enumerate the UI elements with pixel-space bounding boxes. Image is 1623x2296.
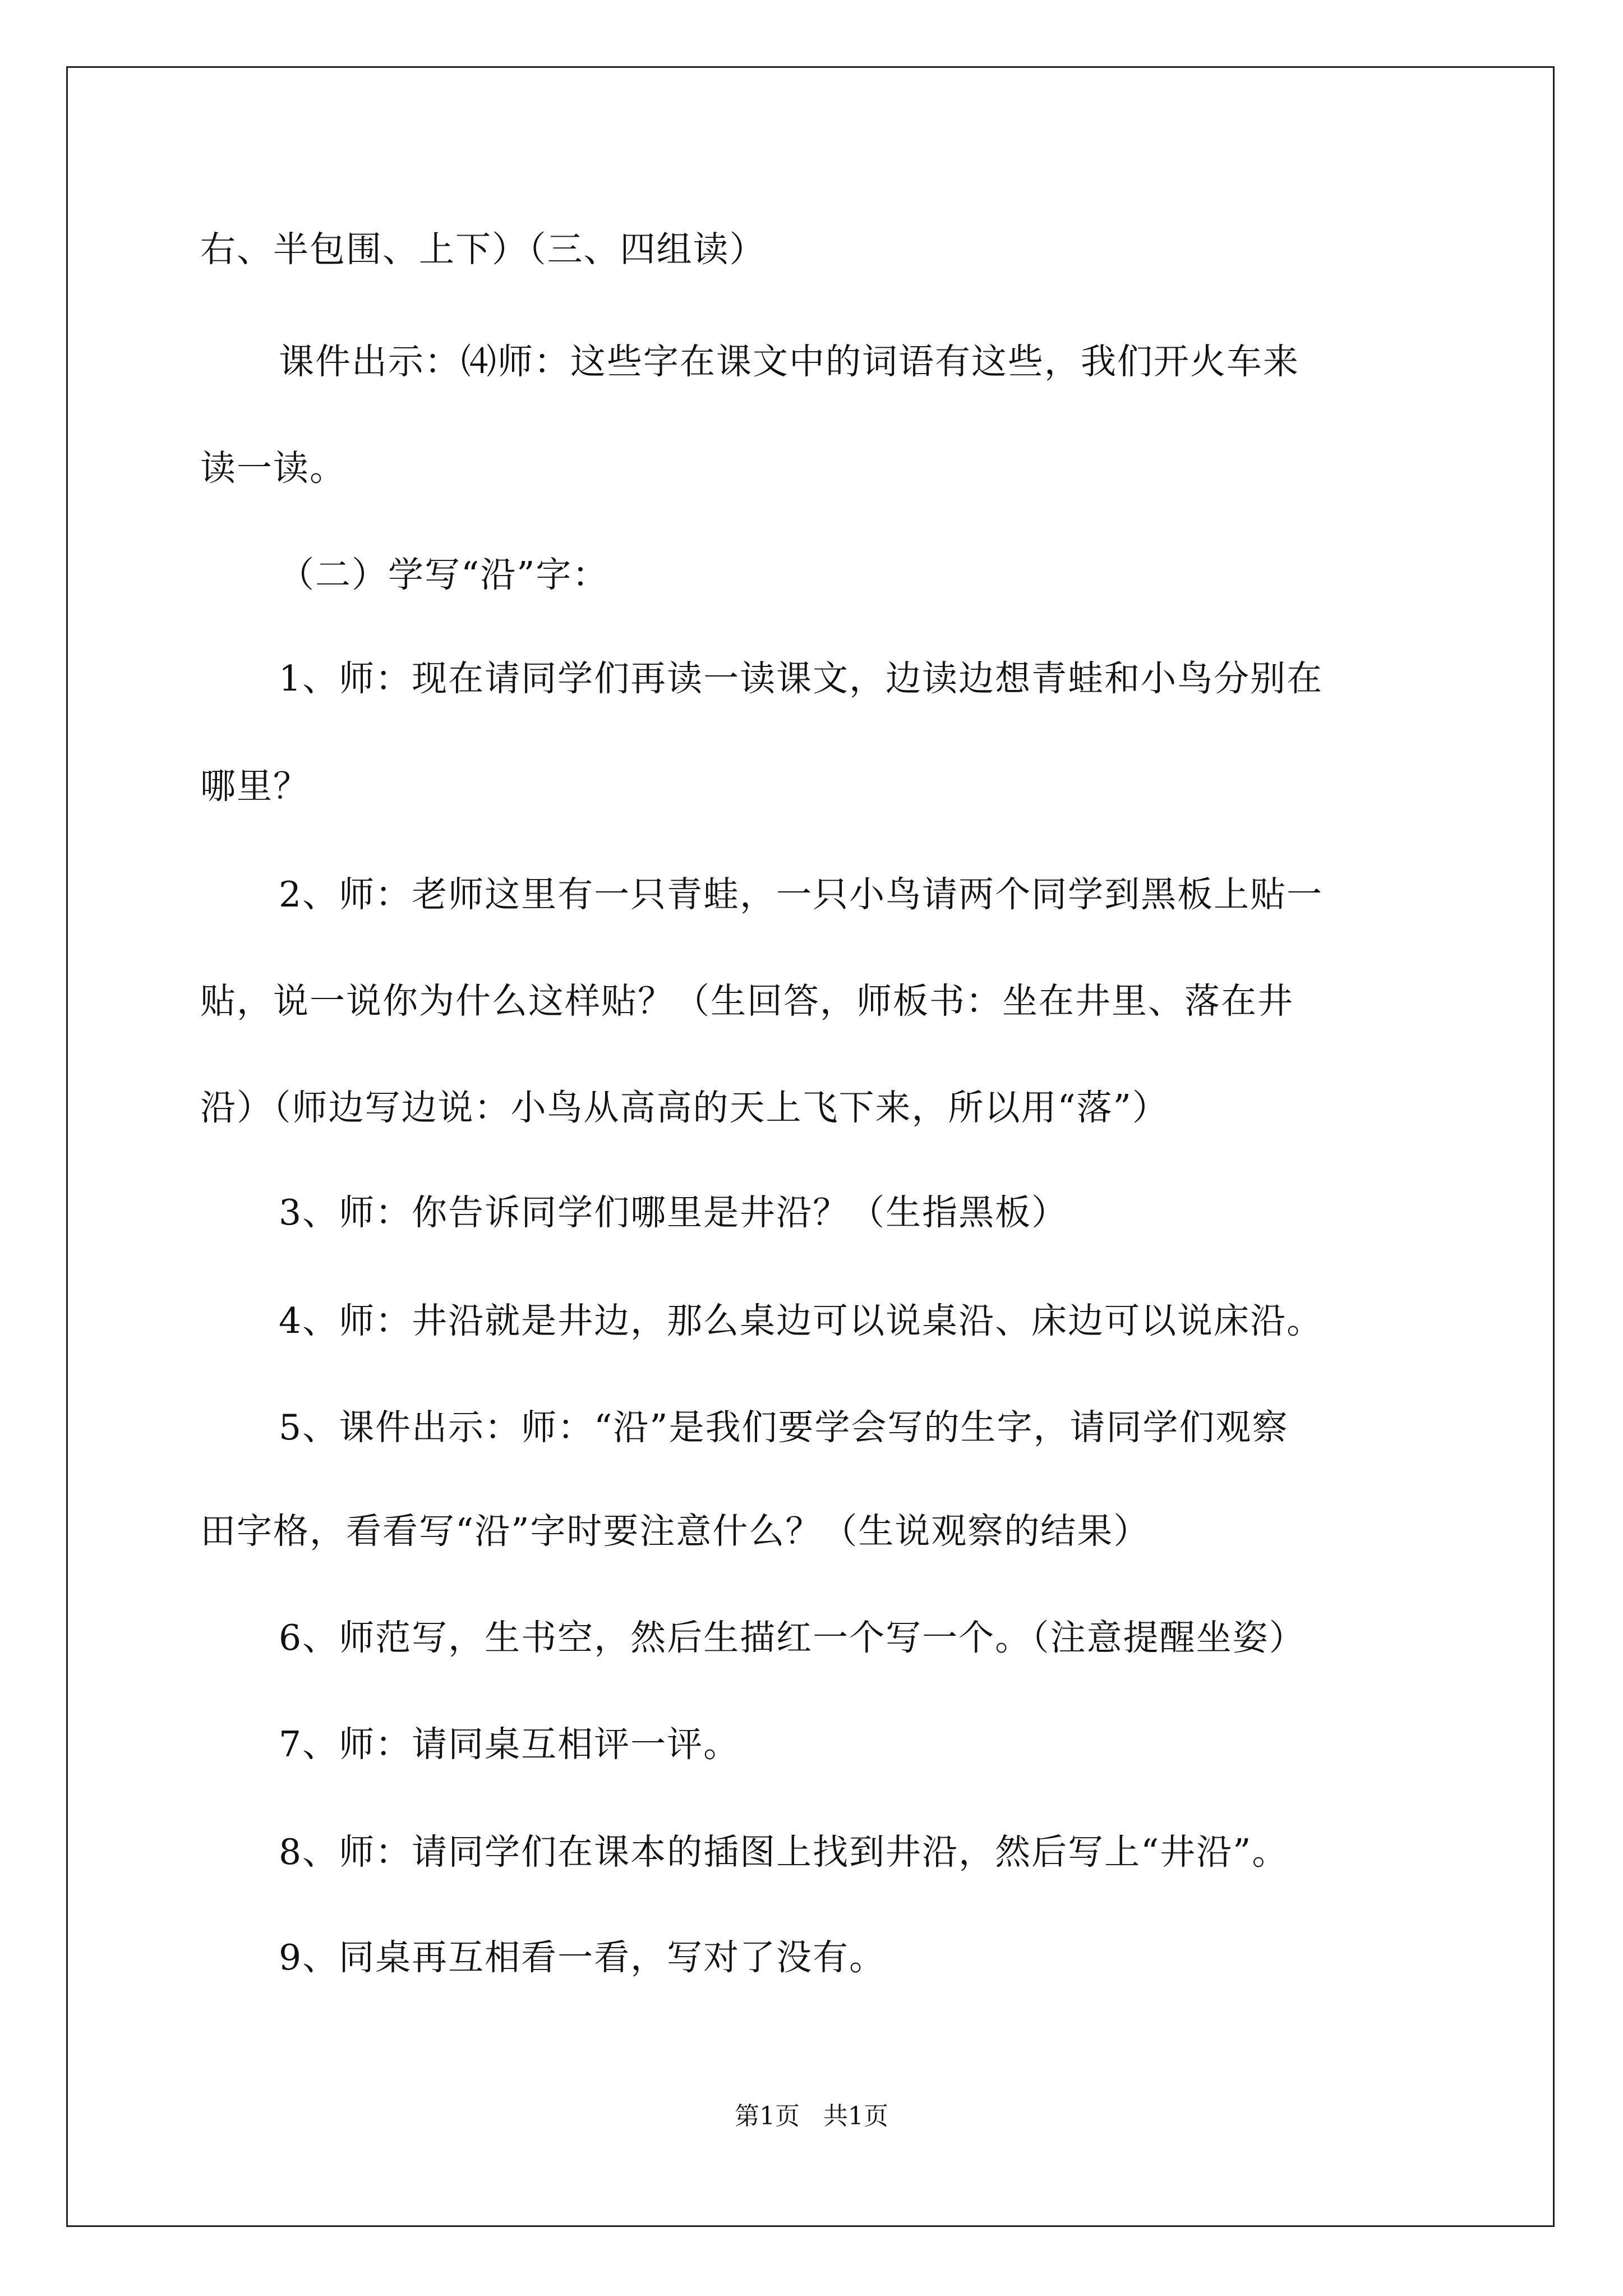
text-line: 2、师：老师这里有一只青蛙，一只小鸟请两个同学到黑板上贴一 xyxy=(279,874,1324,915)
text-line: 5、课件出示：师：“沿”是我们要学会写的生字，请同学们观察 xyxy=(279,1407,1289,1448)
text-line: 1、师：现在请同学们再读一读课文，边读边想青蛙和小鸟分别在 xyxy=(279,658,1324,699)
text-line: 右、半包围、上下）（三、四组读） xyxy=(200,229,766,270)
text-line: 9、同桌再互相看一看，写对了没有。 xyxy=(279,1937,886,1978)
text-line: 读一读。 xyxy=(200,448,346,489)
text-line: 田字格，看看写“沿”字时要注意什么？（生说观察的结果） xyxy=(200,1511,1150,1552)
page-border xyxy=(66,66,1555,2227)
text-line: 4、师：井沿就是井边，那么桌边可以说桌沿、床边可以说床沿。 xyxy=(279,1300,1324,1341)
text-line: 6、师范写，生书空，然后生描红一个写一个。（注意提醒坐姿） xyxy=(279,1617,1306,1658)
text-line: 7、师：请同桌互相评一评。 xyxy=(279,1724,740,1765)
page-number-footer: 第1页 共1页 xyxy=(735,2102,888,2131)
text-line: 哪里？ xyxy=(200,766,310,807)
text-line: 课件出示：⑷师：这些字在课文中的词语有这些，我们开火车来 xyxy=(279,341,1299,382)
text-line: 贴，说一说你为什么这样贴？（生回答，师板书：坐在井里、落在井 xyxy=(200,981,1294,1022)
text-line: 沿）（师边写边说：小鸟从高高的天上飞下来，所以用“落”） xyxy=(200,1087,1169,1128)
section-heading: （二）学写“沿”字： xyxy=(279,554,609,595)
text-line: 3、师：你告诉同学们哪里是井沿？（生指黑板） xyxy=(279,1192,1068,1233)
text-line: 8、师：请同学们在课本的插图上找到井沿，然后写上“井沿”。 xyxy=(279,1832,1289,1872)
